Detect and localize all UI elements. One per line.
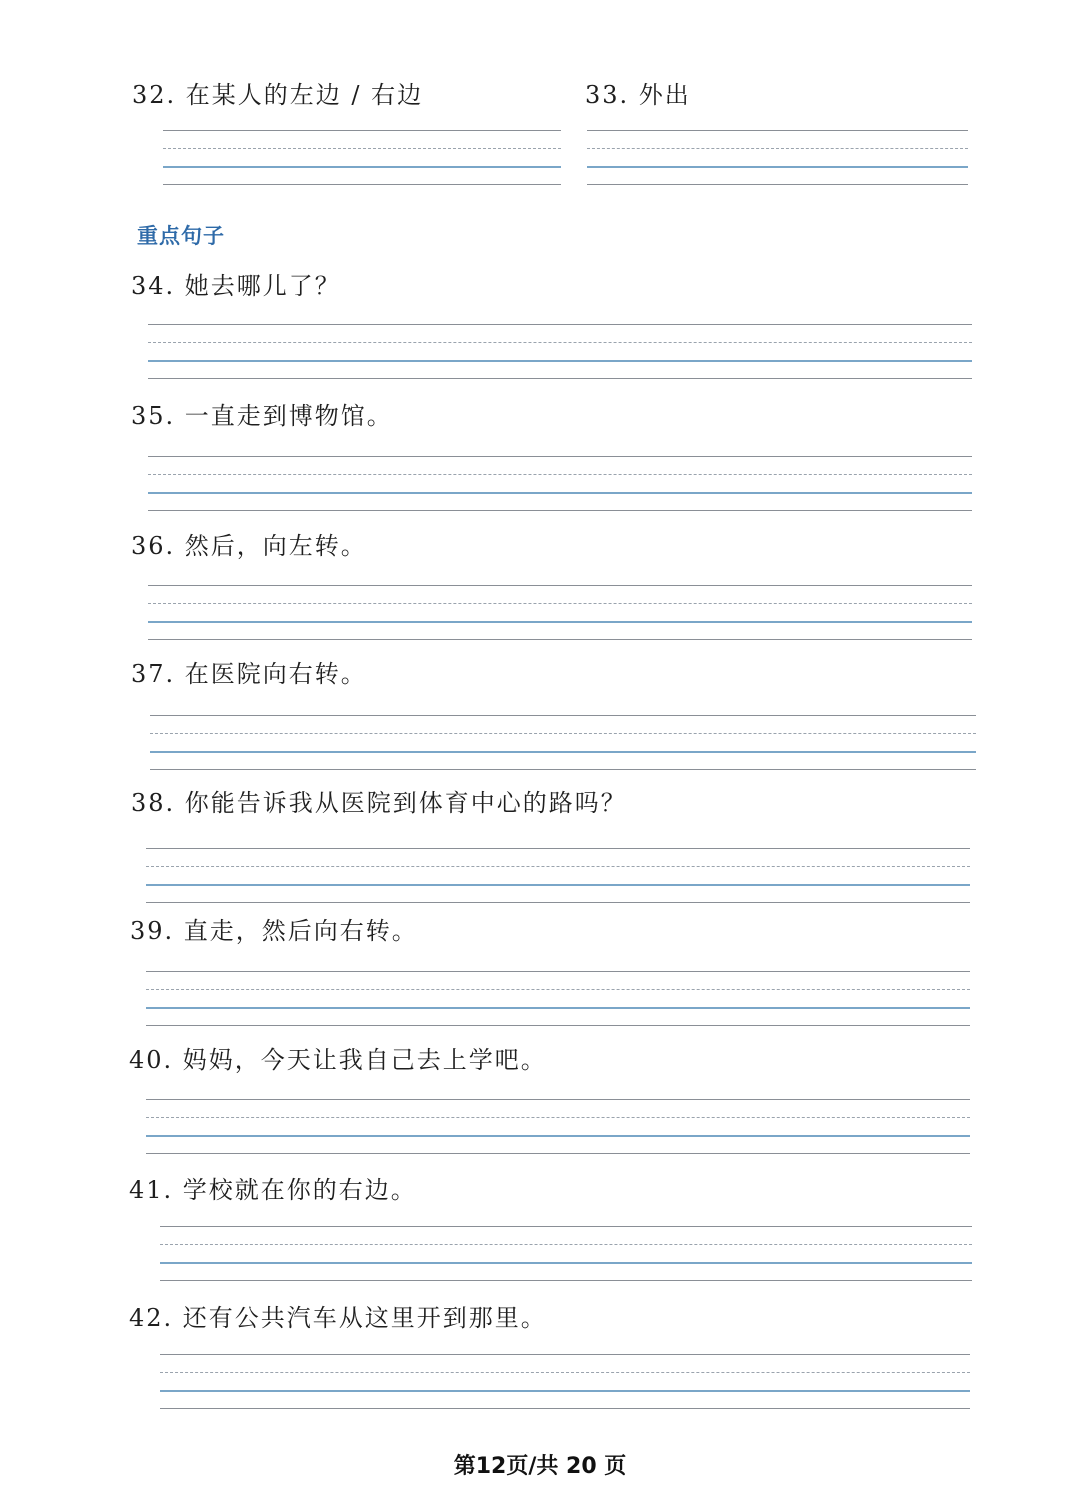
writing-line-bottom	[160, 1280, 972, 1281]
writing-line-bottom	[587, 184, 968, 185]
writing-line-baseline	[163, 166, 561, 168]
sentence-39: 39. 直走，然后向右转。	[130, 917, 418, 945]
writing-lines-38[interactable]	[146, 848, 970, 906]
vocab-item-33: 33. 外出	[585, 81, 691, 109]
writing-lines-36[interactable]	[148, 585, 972, 643]
writing-line-top	[148, 585, 972, 586]
writing-line-dashed	[150, 733, 976, 734]
writing-line-top	[146, 1099, 970, 1100]
writing-line-bottom	[148, 639, 972, 640]
writing-lines-33[interactable]	[587, 130, 968, 188]
writing-line-baseline	[160, 1262, 972, 1264]
writing-lines-35[interactable]	[148, 456, 972, 514]
sentence-36: 36. 然后，向左转。	[131, 532, 367, 560]
writing-line-top	[163, 130, 561, 131]
page-number: 第12页/共 20 页	[453, 1454, 627, 1479]
writing-line-top	[148, 456, 972, 457]
writing-line-bottom	[150, 769, 976, 770]
writing-line-dashed	[160, 1244, 972, 1245]
sentence-38: 38. 你能告诉我从医院到体育中心的路吗？	[131, 789, 627, 817]
writing-line-dashed	[587, 148, 968, 149]
writing-lines-41[interactable]	[160, 1226, 972, 1284]
sentence-37: 37. 在医院向右转。	[131, 660, 367, 688]
writing-line-baseline	[150, 751, 976, 753]
writing-line-dashed	[148, 474, 972, 475]
writing-lines-32[interactable]	[163, 130, 561, 188]
writing-line-top	[587, 130, 968, 131]
writing-line-baseline	[148, 492, 972, 494]
sentence-42: 42. 还有公共汽车从这里开到那里。	[129, 1304, 547, 1332]
writing-line-baseline	[587, 166, 968, 168]
writing-line-baseline	[146, 1007, 970, 1009]
writing-line-top	[160, 1354, 970, 1355]
writing-line-baseline	[146, 1135, 970, 1137]
writing-line-dashed	[146, 989, 970, 990]
writing-line-dashed	[163, 148, 561, 149]
sentence-34: 34. 她去哪儿了？	[131, 272, 341, 300]
sentence-35: 35. 一直走到博物馆。	[131, 402, 393, 430]
writing-line-top	[146, 848, 970, 849]
writing-line-baseline	[148, 621, 972, 623]
writing-line-dashed	[146, 1117, 970, 1118]
writing-line-bottom	[146, 1153, 970, 1154]
writing-line-top	[150, 715, 976, 716]
writing-line-bottom	[163, 184, 561, 185]
writing-line-dashed	[148, 603, 972, 604]
sentence-41: 41. 学校就在你的右边。	[129, 1176, 417, 1204]
sentence-40: 40. 妈妈，今天让我自己去上学吧。	[129, 1046, 547, 1074]
writing-line-dashed	[148, 342, 972, 343]
writing-line-baseline	[148, 360, 972, 362]
writing-line-top	[148, 324, 972, 325]
writing-line-bottom	[148, 378, 972, 379]
writing-line-bottom	[148, 510, 972, 511]
writing-lines-40[interactable]	[146, 1099, 970, 1157]
writing-line-bottom	[146, 1025, 970, 1026]
section-title: 重点句子	[137, 224, 225, 248]
writing-line-baseline	[160, 1390, 970, 1392]
writing-line-dashed	[146, 866, 970, 867]
writing-line-bottom	[160, 1408, 970, 1409]
writing-lines-34[interactable]	[148, 324, 972, 382]
writing-lines-39[interactable]	[146, 971, 970, 1029]
vocab-item-32: 32. 在某人的左边 / 右边	[132, 81, 424, 109]
writing-line-baseline	[146, 884, 970, 886]
writing-lines-42[interactable]	[160, 1354, 970, 1412]
writing-line-top	[146, 971, 970, 972]
writing-line-top	[160, 1226, 972, 1227]
writing-line-dashed	[160, 1372, 970, 1373]
writing-line-bottom	[146, 902, 970, 903]
writing-lines-37[interactable]	[150, 715, 976, 773]
